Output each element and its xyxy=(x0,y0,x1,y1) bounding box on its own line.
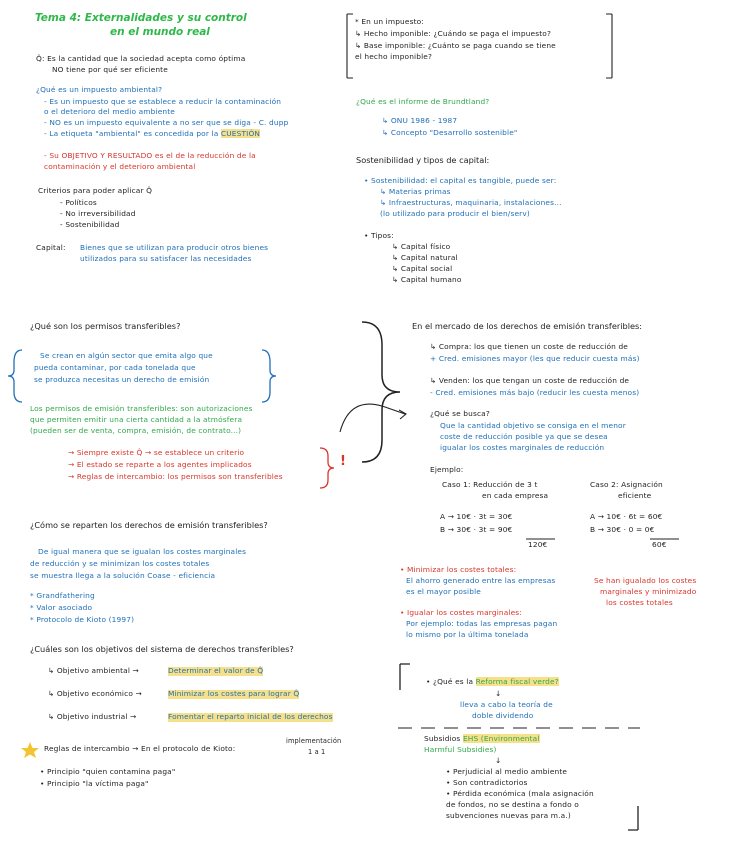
reparten-text-3: se muestra llega a la solución Coase - eficiencia xyxy=(30,571,216,580)
principio-1: • Principio "quien contamina paga" xyxy=(40,767,176,776)
reglas-note-1: implementación xyxy=(286,737,342,745)
reforma-question: • ¿Qué es la Reforma fiscal verde? xyxy=(426,677,559,686)
capital-label: Capital: xyxy=(36,243,66,252)
objetivo-1-value: Determinar el valor de Q̂ xyxy=(168,666,264,675)
permisos-def-1: Se crean en algún sector que emita algo que xyxy=(40,351,213,360)
reforma-arrow-icon: ↓ xyxy=(495,689,502,698)
objetivo-2-value: Minimizar los costes para lograr Q̂ xyxy=(168,689,300,698)
reforma-text-1: lleva a cabo la teoría de xyxy=(460,700,553,709)
tipo-3: ↳ Capital social xyxy=(392,264,453,273)
subsidios-item-2: • Son contradictorios xyxy=(446,778,528,787)
caso2-row-a: A → 10€ · 6t = 60€ xyxy=(590,512,663,521)
box-bracket-right xyxy=(606,14,612,78)
objetivo-3-label: ↳ Objetivo industrial → xyxy=(48,712,137,721)
red-brace xyxy=(320,448,334,488)
eco-objective-1: - Su OBJETIVO Y RESULTADO es el de la reducción de la xyxy=(44,151,256,160)
center-brace xyxy=(362,322,400,462)
sost-item-4: (lo utilizado para producir el bien/serv) xyxy=(380,209,530,218)
capital-def-1: Bienes que se utilizan para producir otros bienes xyxy=(80,243,269,252)
criterio-2: - No irreversibilidad xyxy=(60,209,136,218)
eco-title: ¿Qué es un impuesto ambiental? xyxy=(36,85,163,94)
criterios-title: Criterios para poder aplicar Q̂ xyxy=(38,186,153,195)
caso2-sub: eficiente xyxy=(618,491,652,500)
igual-text-1: Por ejemplo: todas las empresas pagan xyxy=(406,619,558,628)
caso1-row-b: B → 30€ · 3t = 90€ xyxy=(440,525,513,534)
subsidios-item-5: subvenciones nuevas para m.a.) xyxy=(446,811,571,820)
eco-item-4: - La etiqueta "ambiental" es concedida por la CUESTIÓN xyxy=(44,129,261,138)
subsidios-arrow-icon: ↓ xyxy=(495,756,502,765)
frame-corner-br xyxy=(628,806,638,830)
permisos-red-2: → El estado se reparte a los agentes implicados xyxy=(68,460,252,469)
ejemplo-label: Ejemplo: xyxy=(430,465,464,474)
box-line-3: ↳ Base imponible: ¿Cuánto se paga cuando se tiene xyxy=(355,41,556,50)
subsidios-title-2: Harmful Subsidies) xyxy=(424,745,497,754)
caso1-title: Caso 1: Reducción de 3 t xyxy=(442,480,538,489)
exclamation: ! xyxy=(340,454,346,469)
brundtland-item-2: ↳ Concepto "Desarrollo sostenible" xyxy=(382,128,518,137)
star-icon xyxy=(21,742,39,758)
tipo-2: ↳ Capital natural xyxy=(392,253,458,262)
busca-text-1: Que la cantidad objetivo se consiga en el menor xyxy=(440,421,626,430)
igual-title: • Igualar los costes marginales: xyxy=(400,608,522,617)
brundtland-title: ¿Qué es el informe de Brundtland? xyxy=(356,97,490,106)
reparten-question: ¿Cómo se reparten los derechos de emisión transferibles? xyxy=(30,520,268,530)
q-definition: Q̂: Es la cantidad que la sociedad acepta como óptima xyxy=(36,54,246,63)
tipos-title: • Tipos: xyxy=(364,231,394,240)
sost-title: Sostenibilidad y tipos de capital: xyxy=(356,155,490,165)
reparten-text-1: De igual manera que se igualan los costes marginales xyxy=(38,547,247,556)
permisos-green-3: (pueden ser de venta, compra, emisión, de contrato...) xyxy=(30,426,242,435)
eco-item-1: - Es un impuesto que se establece a reducir la contaminación xyxy=(44,97,282,106)
box-line-4: el hecho imponible? xyxy=(355,52,433,61)
eco-item-3: - NO es un impuesto equivalente a no ser que se diga - C. dupp xyxy=(44,118,289,127)
permisos-red-1: → Siempre existe Q̂ → se establece un criterio xyxy=(68,448,245,457)
busca-text-3: igualar los costes marginales de reducción xyxy=(440,443,605,452)
subsidios-item-3: • Pérdida económica (mala asignación xyxy=(446,789,594,798)
capital-def-2: utilizados para su satisfacer las necesidades xyxy=(80,254,252,263)
igual-text-2: lo mismo por la última tonelada xyxy=(406,630,529,639)
blue-brace-right xyxy=(262,350,276,402)
objetivos-question: ¿Cuáles son los objetivos del sistema de derechos transferibles? xyxy=(30,644,294,654)
mercado-item-3: ↳ Venden: los que tengan un coste de reducción de xyxy=(430,376,630,385)
mercado-item-1: ↳ Compra: los que tienen un coste de reducción de xyxy=(430,342,628,351)
caso2-total: 60€ xyxy=(652,540,667,549)
min-text-2: es el mayor posible xyxy=(406,587,481,596)
busca-text-2: coste de reducción posible ya que se desea xyxy=(440,432,608,441)
caso2-note-3: los costes totales xyxy=(606,598,673,607)
permisos-question: ¿Qué son los permisos transferibles? xyxy=(30,321,181,331)
min-text-1: El ahorro generado entre las empresas xyxy=(406,576,556,585)
reglas-note-2: 1 a 1 xyxy=(308,748,326,756)
reparten-text-2: de reducción y se minimizan los costes totales xyxy=(30,559,210,568)
permisos-green-2: que permiten emitir una cierta cantidad a la atmósfera xyxy=(30,415,243,424)
box-line-2: ↳ Hecho imponible: ¿Cuándo se paga el impuesto? xyxy=(355,29,552,38)
reglas-line: Reglas de intercambio → En el protocolo de Kioto: xyxy=(44,744,236,753)
page-subtitle: en el mundo real xyxy=(110,26,210,38)
page-title: Tema 4: Externalidades y su control xyxy=(35,12,247,24)
reparten-list-1: * Grandfathering xyxy=(30,591,95,600)
sost-item-1: • Sostenibilidad: el capital es tangible, puede ser: xyxy=(364,176,557,185)
caso1-total: 120€ xyxy=(528,540,548,549)
mercado-item-2: + Cred. emisiones mayor (les que reducir cuesta más) xyxy=(430,354,640,363)
box-bracket-left xyxy=(347,14,353,78)
subsidios-item-1: • Perjudicial al medio ambiente xyxy=(446,767,568,776)
caso1-row-a: A → 10€ · 3t = 30€ xyxy=(440,512,513,521)
mercado-title: En el mercado de los derechos de emisión transferibles: xyxy=(412,321,643,331)
reforma-text-2: doble dividendo xyxy=(472,711,534,720)
sost-item-2: ↳ Materias primas xyxy=(380,187,451,196)
permisos-green-1: Los permisos de emisión transferibles: son autorizaciones xyxy=(30,404,253,413)
objetivo-1-label: ↳ Objetivo ambiental → xyxy=(48,666,139,675)
blue-brace-left xyxy=(8,350,22,402)
curve-arrow xyxy=(340,404,405,432)
criterio-1: - Políticos xyxy=(60,198,97,207)
principio-2: • Principio "la víctima paga" xyxy=(40,779,149,788)
mercado-item-4: - Cred. emisiones más bajo (reducir les cuesta menos) xyxy=(430,388,640,397)
caso2-note-1: Se han igualado los costes xyxy=(594,576,697,585)
frame-corner-tl xyxy=(400,664,410,690)
caso2-row-b: B → 30€ · 0 = 0€ xyxy=(590,525,655,534)
busca-title: ¿Qué se busca? xyxy=(430,409,490,418)
reparten-list-2: * Valor asociado xyxy=(30,603,93,612)
box-line-1: * En un impuesto: xyxy=(355,17,424,26)
criterio-3: - Sostenibilidad xyxy=(60,220,120,229)
permisos-def-2: pueda contaminar, por cada tonelada que xyxy=(34,363,196,372)
tipo-1: ↳ Capital físico xyxy=(392,242,451,251)
permisos-def-3: se produzca necesitas un derecho de emisión xyxy=(34,375,210,384)
subsidios-item-4: de fondos, no se destina a fondo o xyxy=(446,800,579,809)
min-title: • Minimizar los costes totales: xyxy=(400,565,517,574)
subsidios-title: Subsidios EHS (Environmental xyxy=(424,734,540,743)
q-definition-2: NO tiene por qué ser eficiente xyxy=(52,65,168,74)
caso2-title: Caso 2: Asignación xyxy=(590,480,663,489)
caso2-note-2: marginales y minimizado xyxy=(600,587,697,596)
eco-item-2: o el deterioro del medio ambiente xyxy=(44,107,175,116)
objetivo-3-value: Fomentar el reparto inicial de los derechos xyxy=(168,712,333,721)
reparten-list-3: * Protocolo de Kioto (1997) xyxy=(30,615,135,624)
permisos-red-3: → Reglas de intercambio: los permisos son transferibles xyxy=(68,472,283,481)
tipo-4: ↳ Capital humano xyxy=(392,275,462,284)
objetivo-2-label: ↳ Objetivo económico → xyxy=(48,689,142,698)
eco-objective-2: contaminación y el deterioro ambiental xyxy=(44,162,196,171)
sost-item-3: ↳ Infraestructuras, maquinaria, instalaciones... xyxy=(380,198,562,207)
caso1-sub: en cada empresa xyxy=(482,491,549,500)
brundtland-item-1: ↳ ONU 1986 - 1987 xyxy=(382,116,458,125)
